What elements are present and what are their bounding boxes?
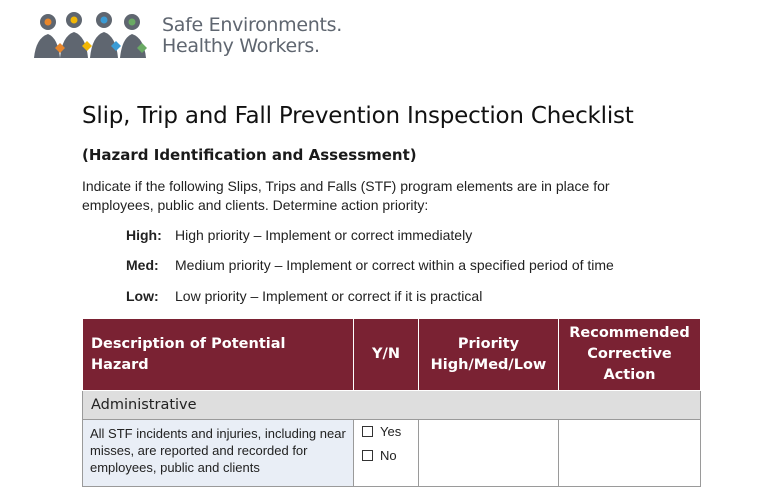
priority-cell[interactable]	[419, 420, 559, 487]
priority-med	[126, 257, 614, 273]
no-option[interactable]	[355, 445, 417, 464]
priority-level-label: Low:	[126, 288, 159, 304]
checklist-table	[82, 318, 701, 487]
priority-high	[126, 227, 472, 243]
action-cell[interactable]	[559, 420, 701, 487]
yn-cell	[354, 420, 419, 487]
header-action-line2: Corrective	[587, 346, 672, 362]
priority-description: Medium priority – Implement or correct within a specified period of time	[175, 257, 614, 273]
yes-label: Yes	[380, 424, 402, 439]
no-label: No	[380, 448, 397, 463]
header-action-line3: Action	[603, 367, 656, 383]
header-action	[559, 319, 701, 391]
table-row	[83, 420, 701, 487]
page-subtitle: (Hazard Identification and Assessment)	[82, 146, 417, 164]
section-title: Administrative	[83, 391, 701, 420]
priority-level-label: Med:	[126, 257, 159, 273]
priority-low	[126, 288, 482, 304]
header-hazard: Description of Potential Hazard	[83, 319, 354, 391]
yes-checkbox[interactable]	[362, 426, 373, 437]
priority-description: Low priority – Implement or correct if it is practical	[175, 288, 483, 304]
header-priority-line1: Priority	[457, 335, 520, 352]
priority-level-label: High:	[126, 227, 162, 243]
section-row	[83, 391, 701, 420]
table-header-row	[83, 319, 701, 391]
hazard-description: All STF incidents and injuries, including near misses, are reported and recorded for employees, public and clients	[83, 420, 354, 487]
logo	[34, 12, 152, 60]
brand-line-2: Healthy Workers.	[162, 35, 320, 57]
brand-line-1: Safe Environments.	[162, 14, 342, 36]
yes-option[interactable]	[355, 421, 417, 440]
intro-text: Indicate if the following Slips, Trips and Falls (STF) program elements are in place for employees, public and clients. Determine action priority:	[82, 178, 610, 213]
header-priority-line2: High/Med/Low	[430, 356, 547, 373]
brand-tagline	[162, 15, 342, 57]
header-priority	[419, 319, 559, 391]
header-yn: Y/N	[354, 319, 419, 391]
page-title: Slip, Trip and Fall Prevention Inspection Checklist	[82, 103, 634, 129]
no-checkbox[interactable]	[362, 450, 373, 461]
priority-description: High priority – Implement or correct immediately	[175, 227, 473, 243]
header-action-line1: Recommended	[569, 325, 690, 341]
logo-figures-icon	[34, 12, 146, 58]
